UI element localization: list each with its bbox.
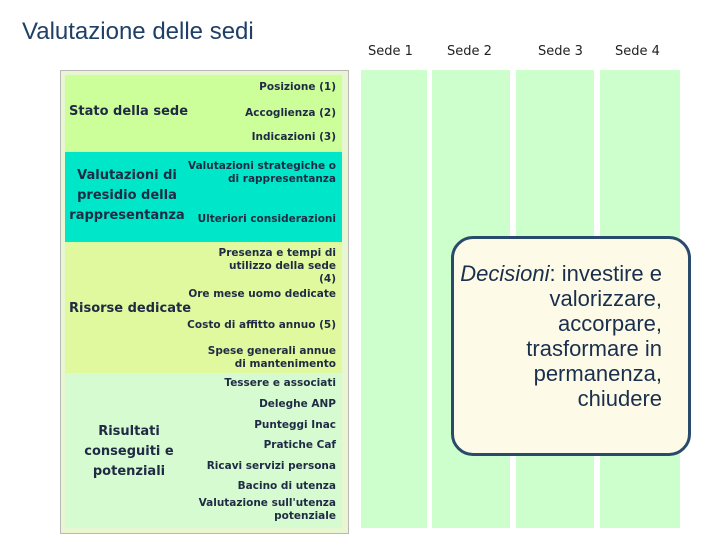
column-header-sede-1: Sede 1 [368, 44, 413, 59]
column-header-sede-2: Sede 2 [447, 44, 492, 59]
row-label: Spese generali annue di mantenimento [207, 345, 336, 370]
row-label: Deleghe ANP [259, 398, 336, 410]
row-label: Valutazione sull'utenza potenziale [198, 497, 336, 522]
row-label: Presenza e tempi di utilizzo della sede (4) [218, 247, 336, 285]
section-risultati [65, 373, 342, 528]
section-risorse-dedicate [65, 242, 342, 373]
section-label: Stato della sede [69, 104, 189, 119]
row-label: Tessere e associati [224, 377, 336, 389]
row-label: Ore mese uomo dedicate [188, 288, 336, 300]
row-label: Pratiche Caf [263, 439, 336, 451]
section-label: Risultati conseguiti e potenziali [84, 424, 174, 479]
callout-body: : investire e valorizzare, accorpare, trasformare in permanenza, chiudere [526, 261, 662, 411]
section-label: Risorse dedicate [69, 301, 192, 316]
row-label: Ulteriori considerazioni [197, 213, 336, 225]
row-label: Punteggi Inac [254, 419, 336, 431]
column-sede-1 [361, 70, 427, 528]
section-label: Valutazioni di presidio della rappresentanza [69, 168, 185, 223]
row-label: Bacino di utenza [237, 480, 336, 492]
column-header-sede-3: Sede 3 [538, 44, 583, 59]
callout-text [454, 261, 662, 411]
row-label: Valutazioni strategiche o di rappresentanza [188, 160, 336, 185]
row-label: Posizione (1) [259, 81, 336, 93]
row-label: Indicazioni (3) [251, 131, 336, 143]
column-header-sede-4: Sede 4 [615, 44, 660, 59]
row-label: Ricavi servizi persona [206, 460, 336, 472]
row-label: Costo di affitto annuo (5) [187, 319, 336, 331]
decisions-callout [451, 236, 691, 456]
row-label: Accoglienza (2) [245, 107, 336, 119]
callout-emphasis: Decisioni [460, 261, 550, 286]
section-valutazioni-presidio [65, 152, 342, 242]
section-stato-della-sede [65, 75, 342, 152]
page-title: Valutazione delle sedi [22, 18, 254, 45]
